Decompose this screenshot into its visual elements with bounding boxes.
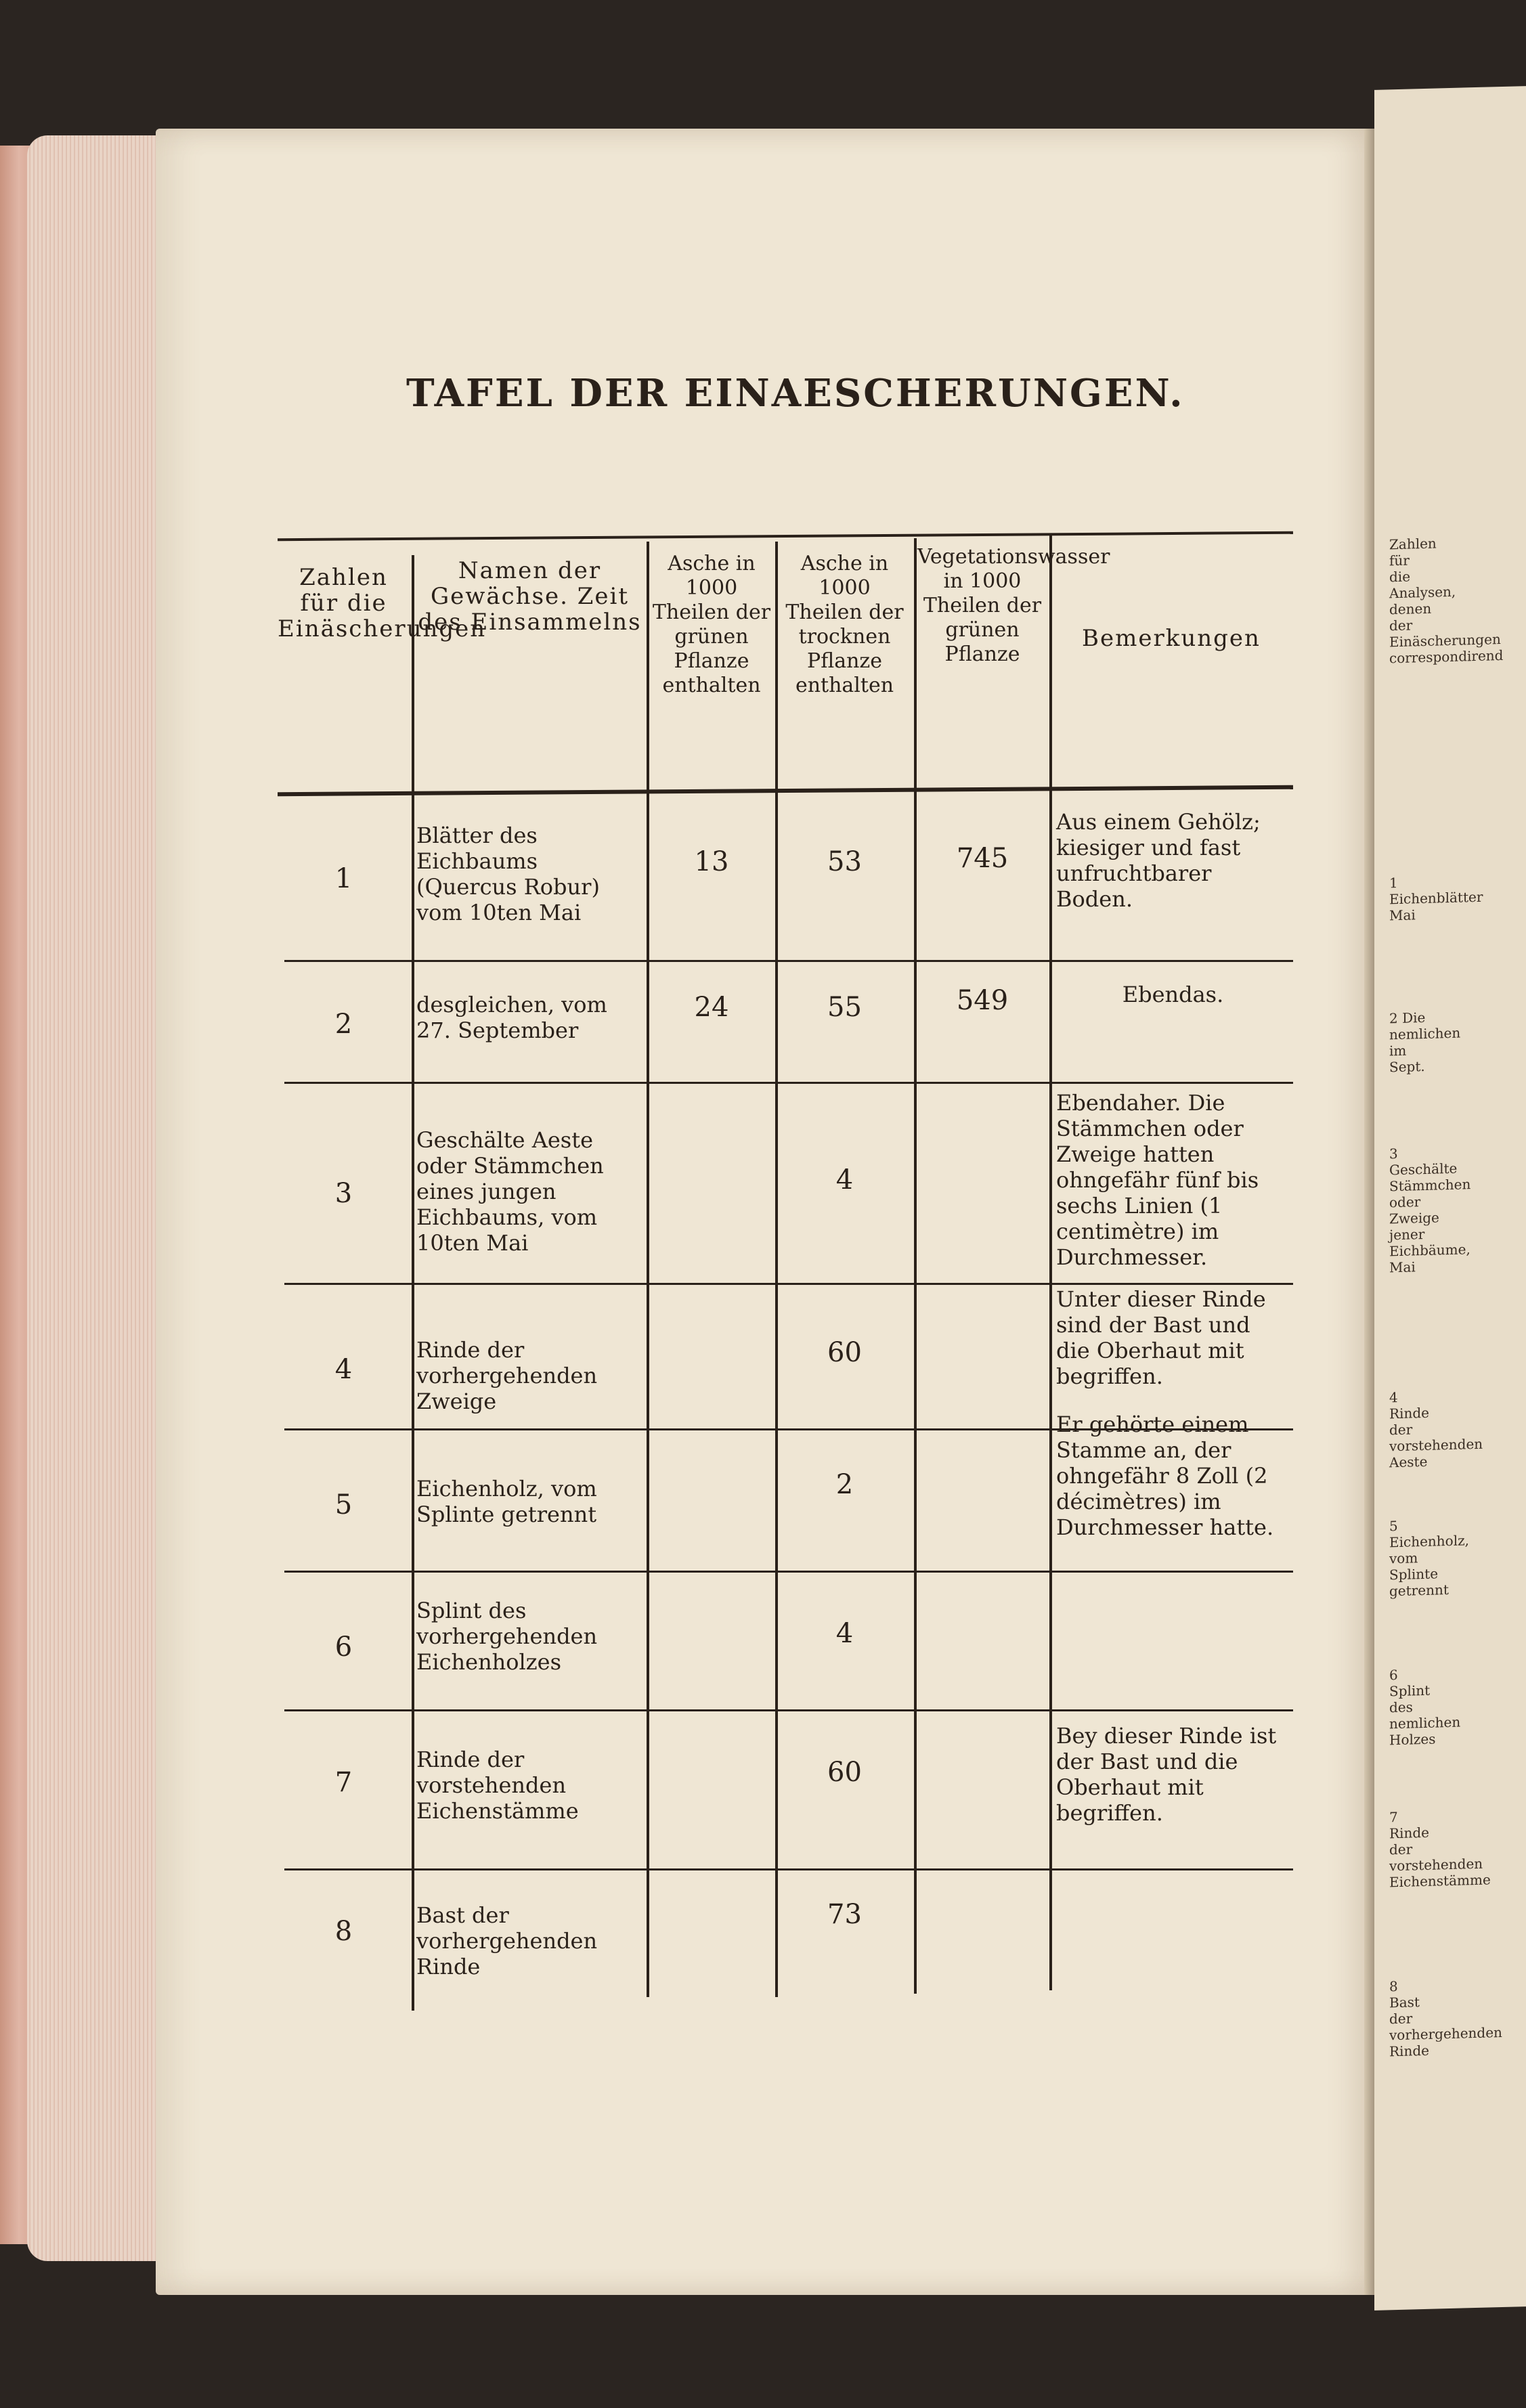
next-page-entry: 1 Eichenblätter Mai — [1389, 875, 1483, 924]
next-page-entry: 2 Die nemlichen im Sept. — [1389, 1009, 1461, 1076]
header-asche-gruen — [650, 552, 773, 698]
header-zahlen-text: Zahlen für die Einäscherungen — [278, 564, 487, 642]
row-rule — [284, 1283, 1293, 1285]
header-vegetationswasser — [917, 545, 1110, 667]
col-divider — [1049, 535, 1052, 1990]
row-name: Rinde der vorstehenden Eichenstämme — [416, 1747, 579, 1824]
row-number: 8 — [334, 1916, 353, 1947]
row-number: 2 — [334, 1009, 353, 1040]
row-name: Rinde der vorhergehenden Zweige — [416, 1337, 598, 1414]
row-name: Bast der vorhergehenden Rinde — [416, 1902, 598, 1979]
header-zahlen — [278, 564, 487, 642]
row-rule — [284, 1709, 1293, 1711]
row-bemerkung: Ebendas. — [1122, 982, 1224, 1007]
row-number: 1 — [334, 863, 353, 894]
row-vegetationswasser: 549 — [956, 985, 1009, 1016]
row-number: 5 — [334, 1489, 353, 1520]
header-namen — [416, 559, 643, 636]
next-page — [1374, 86, 1526, 2311]
header-vegetationswasser-text: Vegetationswasser in 1000 Theilen der grünen Pflanze — [917, 545, 1110, 666]
row-asche-trocken: 2 — [835, 1469, 854, 1500]
row-bemerkung: Ebendaher. Die Stämmchen oder Zweige hatten ohngefähr fünf bis sechs Linien (1 centimètre) im Durchmesser. — [1056, 1090, 1259, 1270]
row-rule — [284, 1082, 1293, 1084]
next-page-header: Zahlen für die Analysen, denen der Einäscherungen correspondirend — [1389, 535, 1504, 667]
row-bemerkung: Er gehörte einem Stamme an, der ohngefähr 8 Zoll (2 décimètres) im Durchmesser hatte. — [1056, 1411, 1274, 1540]
row-asche-trocken: 55 — [827, 992, 862, 1023]
row-asche-trocken: 4 — [835, 1618, 854, 1649]
row-number: 4 — [334, 1354, 353, 1385]
row-asche-trocken: 60 — [827, 1337, 862, 1368]
row-name: Eichenholz, vom Splinte getrennt — [416, 1476, 597, 1527]
row-asche-trocken: 53 — [827, 846, 862, 877]
header-bemerkungen-text: Bemerkungen — [1082, 625, 1261, 652]
next-page-entry: 5 Eichenholz, vom Splinte getrennt — [1389, 1518, 1470, 1600]
row-vegetationswasser: 745 — [956, 843, 1009, 874]
header-asche-trocken — [779, 552, 911, 698]
row-bemerkung: Aus einem Gehölz; kiesiger und fast unfruchtbarer Boden. — [1056, 809, 1261, 912]
col-divider — [647, 542, 649, 1997]
row-bemerkung: Bey dieser Rinde ist der Bast und die Oberhaut mit begriffen. — [1056, 1723, 1277, 1826]
row-asche-trocken: 4 — [835, 1164, 854, 1196]
next-page-entry: 6 Splint des nemlichen Holzes — [1389, 1667, 1461, 1749]
row-number: 3 — [334, 1178, 353, 1209]
row-bemerkung: Unter dieser Rinde sind der Bast und die Oberhaut mit begriffen. — [1056, 1286, 1266, 1389]
row-name: Geschälte Aeste oder Stämmchen eines jungen Eichbaums, vom 10ten Mai — [416, 1127, 604, 1256]
next-page-entry: 4 Rinde der vorstehenden Aeste — [1389, 1389, 1483, 1471]
row-name: desgleichen, vom 27. September — [416, 992, 607, 1043]
next-page-entry: 8 Bast der vorhergehenden Rinde — [1389, 1978, 1502, 2060]
page-title: TAFEL DER EINAESCHERUNGEN. — [406, 371, 1185, 416]
next-page-entry: 3 Geschälte Stämmchen oder Zweige jener Eichbäume, Mai — [1389, 1145, 1471, 1276]
row-number: 6 — [334, 1632, 353, 1663]
col-divider — [775, 542, 778, 1997]
header-namen-text: Namen der Gewächse. Zeit des Einsammelns — [418, 557, 642, 636]
row-rule — [284, 960, 1293, 962]
row-asche-trocken: 73 — [827, 1899, 862, 1930]
row-number: 7 — [334, 1767, 353, 1798]
row-asche-gruen: 13 — [694, 846, 729, 877]
header-asche-trocken-text: Asche in 1000 Theilen der trocknen Pflanze enthalten — [785, 552, 904, 697]
row-asche-gruen: 24 — [694, 992, 729, 1023]
header-bemerkungen — [1056, 626, 1286, 652]
header-asche-gruen-text: Asche in 1000 Theilen der grünen Pflanze enthalten — [652, 552, 771, 697]
row-name: Blätter des Eichbaums (Quercus Robur) vom 10ten Mai — [416, 823, 600, 925]
row-rule — [284, 1571, 1293, 1573]
row-name: Splint des vorhergehenden Eichenholzes — [416, 1598, 598, 1675]
col-divider — [914, 538, 917, 1994]
next-page-entry: 7 Rinde der vorstehenden Eichenstämme — [1389, 1809, 1491, 1891]
row-rule — [284, 1868, 1293, 1870]
page-stack — [27, 135, 169, 2261]
row-asche-trocken: 60 — [827, 1757, 862, 1788]
